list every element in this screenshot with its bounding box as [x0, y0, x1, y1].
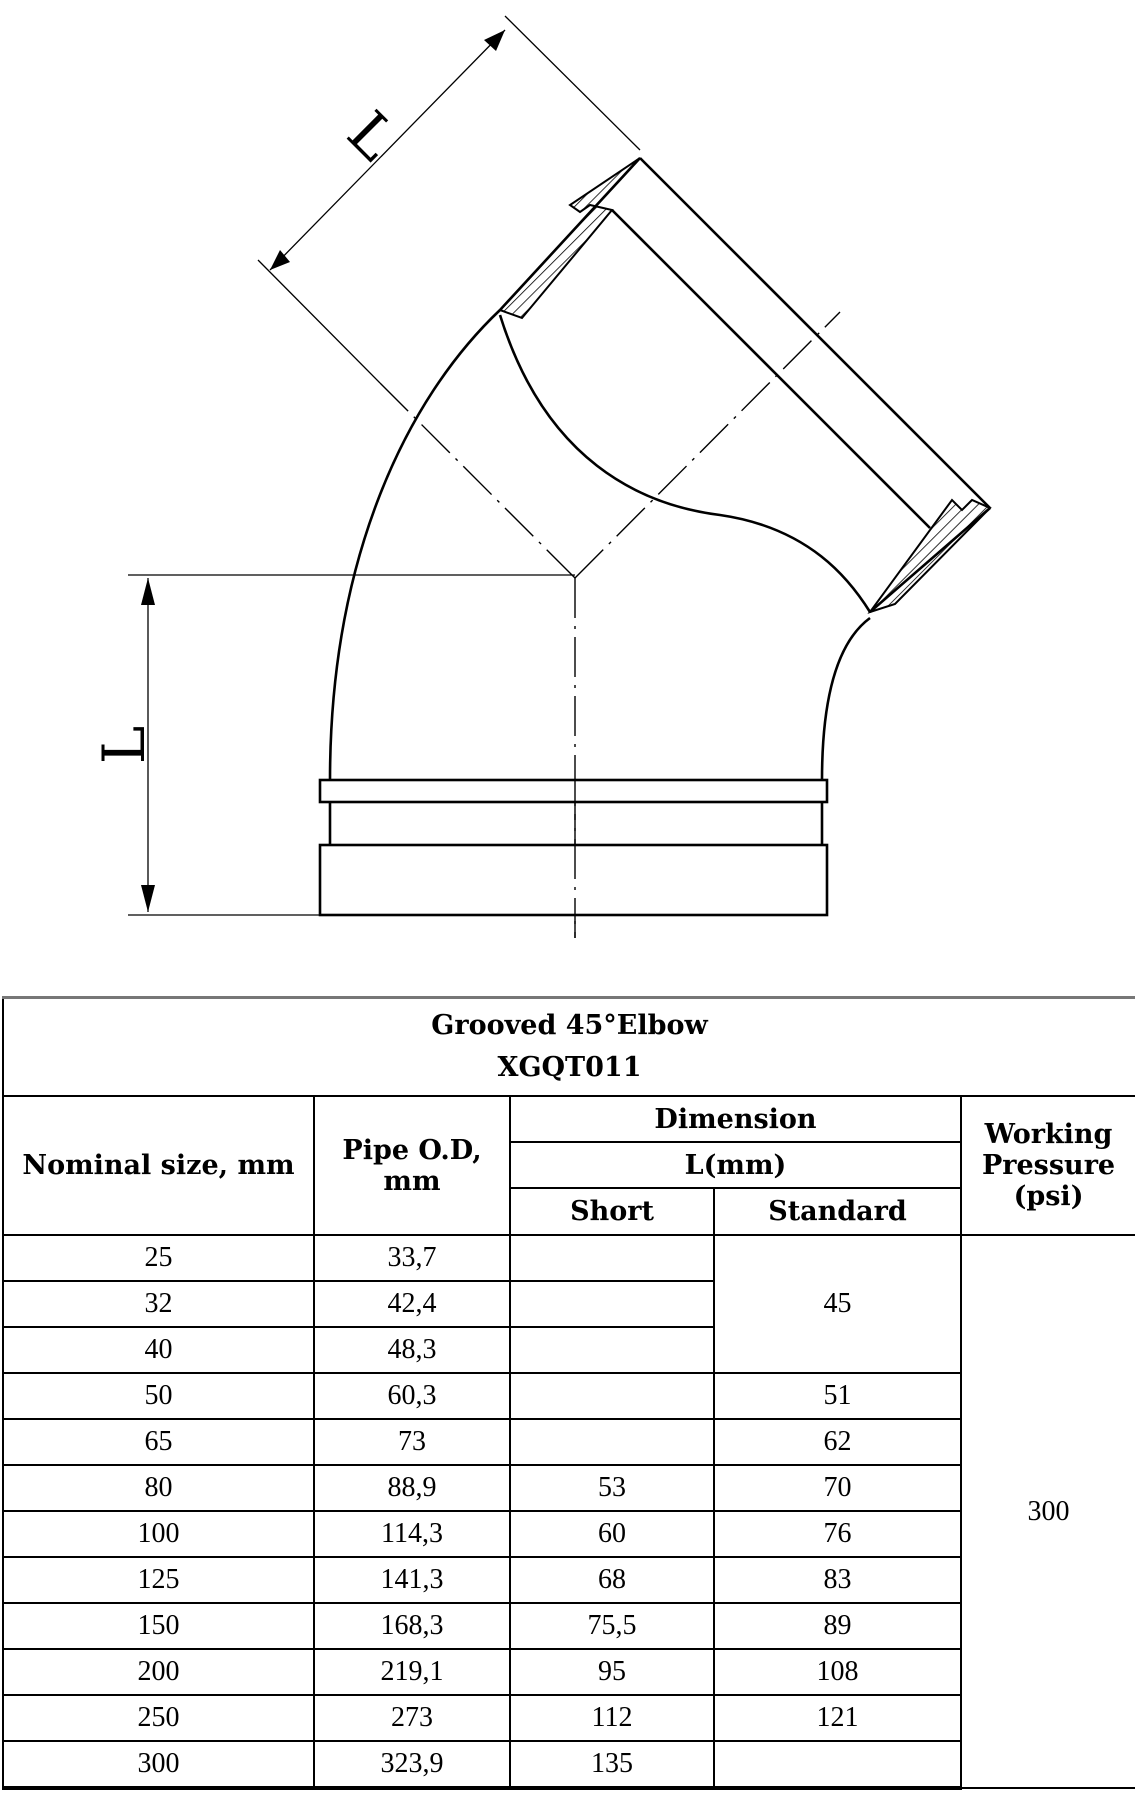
cell-standard: 83 — [714, 1557, 961, 1603]
elbow-body — [330, 158, 990, 780]
cell-standard: 76 — [714, 1511, 961, 1557]
cell-size: 125 — [3, 1557, 314, 1603]
cell-size: 40 — [3, 1327, 314, 1373]
cell-short: 75,5 — [510, 1603, 714, 1649]
specification-table — [2, 996, 1135, 1790]
cell-size: 65 — [3, 1419, 314, 1465]
cell-od: 323,9 — [314, 1741, 510, 1788]
header-nominal-size: Nominal size, mm — [3, 1096, 314, 1235]
cell-od: 60,3 — [314, 1373, 510, 1419]
cell-od: 88,9 — [314, 1465, 510, 1511]
cell-size: 50 — [3, 1373, 314, 1419]
cell-od: 168,3 — [314, 1603, 510, 1649]
grooved-end — [320, 780, 827, 915]
header-pipe-od-line1: Pipe O.D, — [342, 1134, 482, 1166]
specification-table-container — [2, 996, 1135, 1790]
cell-size: 250 — [3, 1695, 314, 1741]
table-title-code: XGQT011 — [497, 1052, 642, 1083]
cell-short — [510, 1419, 714, 1465]
cell-od: 48,3 — [314, 1327, 510, 1373]
dimension-label-top: L — [334, 98, 410, 174]
cell-od: 73 — [314, 1419, 510, 1465]
cell-od: 273 — [314, 1695, 510, 1741]
cell-short — [510, 1281, 714, 1327]
header-working-line3: (psi) — [1013, 1181, 1084, 1212]
table-title — [3, 998, 1135, 1097]
cell-standard: 89 — [714, 1603, 961, 1649]
cell-size: 100 — [3, 1511, 314, 1557]
cell-standard-merged: 45 — [714, 1235, 961, 1373]
cell-short: 135 — [510, 1741, 714, 1788]
cell-size: 150 — [3, 1603, 314, 1649]
cell-standard — [714, 1741, 961, 1788]
cell-standard: 62 — [714, 1419, 961, 1465]
dimension-label-left: L — [90, 725, 158, 765]
header-pipe-od — [314, 1096, 510, 1235]
cell-od: 42,4 — [314, 1281, 510, 1327]
cell-short: 53 — [510, 1465, 714, 1511]
cell-standard: 51 — [714, 1373, 961, 1419]
header-working-pressure — [961, 1096, 1135, 1235]
cell-working-pressure: 300 — [961, 1235, 1135, 1788]
cell-short — [510, 1235, 714, 1281]
cell-od: 114,3 — [314, 1511, 510, 1557]
cell-standard: 108 — [714, 1649, 961, 1695]
cell-size: 32 — [3, 1281, 314, 1327]
cell-size: 200 — [3, 1649, 314, 1695]
cell-short — [510, 1327, 714, 1373]
cell-standard: 70 — [714, 1465, 961, 1511]
table-row — [3, 1235, 1135, 1281]
cell-od: 33,7 — [314, 1235, 510, 1281]
cell-od: 219,1 — [314, 1649, 510, 1695]
header-dimension: Dimension — [510, 1096, 961, 1142]
header-standard: Standard — [714, 1188, 961, 1235]
cell-short: 95 — [510, 1649, 714, 1695]
cell-size: 25 — [3, 1235, 314, 1281]
header-pipe-od-line2: mm — [383, 1165, 441, 1197]
header-l-mm: L(mm) — [510, 1142, 961, 1188]
header-short: Short — [510, 1188, 714, 1235]
table-title-name: Grooved 45°Elbow — [431, 1010, 708, 1041]
cell-od: 141,3 — [314, 1557, 510, 1603]
cell-short: 112 — [510, 1695, 714, 1741]
cell-short: 60 — [510, 1511, 714, 1557]
cell-standard: 121 — [714, 1695, 961, 1741]
cell-short: 68 — [510, 1557, 714, 1603]
cell-short — [510, 1373, 714, 1419]
header-working-line1: Working — [984, 1119, 1113, 1150]
cell-size: 300 — [3, 1741, 314, 1788]
hatched-sections — [500, 158, 990, 612]
cell-size: 80 — [3, 1465, 314, 1511]
header-working-line2: Pressure — [981, 1150, 1116, 1181]
